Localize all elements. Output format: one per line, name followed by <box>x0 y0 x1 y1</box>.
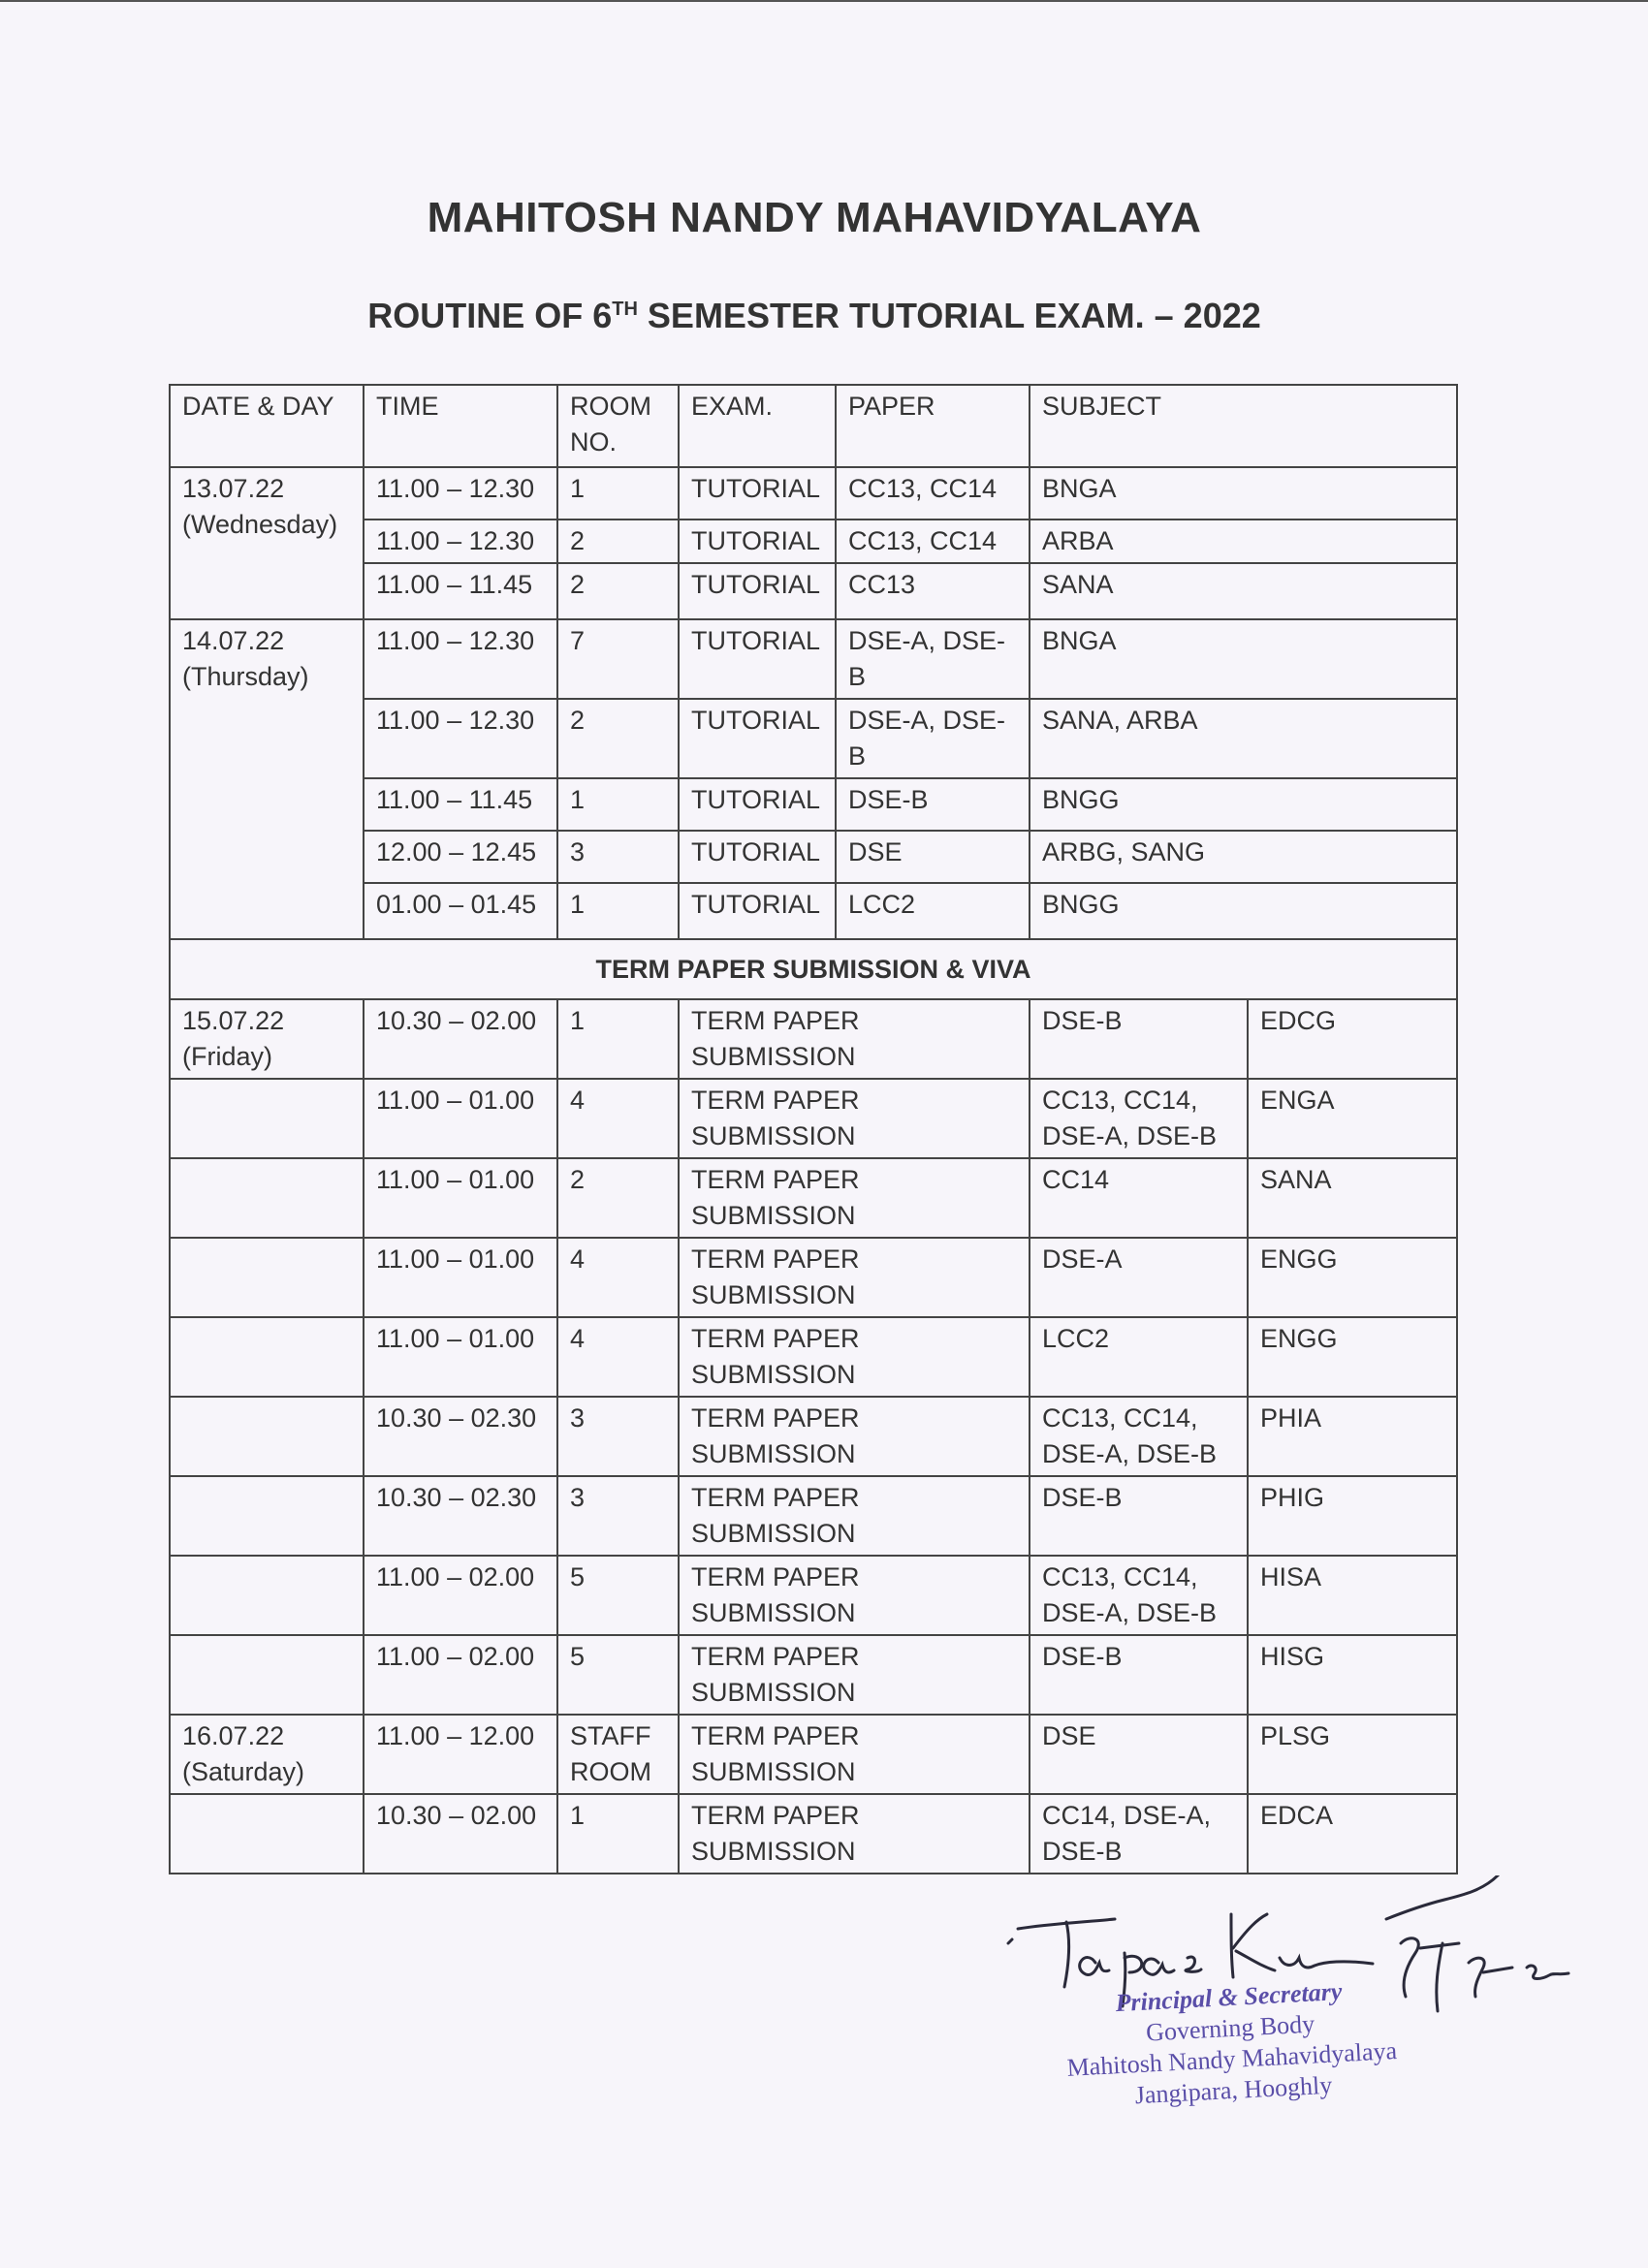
subject-cell: EDCG <box>1248 999 1457 1079</box>
room-cell: 3 <box>557 1397 679 1476</box>
day-text: (Thursday) <box>182 662 309 691</box>
table-row <box>170 619 1457 699</box>
paper-cell: LCC2 <box>836 883 1030 939</box>
exam-cell: TERM PAPER SUBMISSION <box>679 999 1030 1079</box>
day-text: (Friday) <box>182 1042 272 1071</box>
table-row <box>170 1794 1457 1874</box>
room-cell: 2 <box>557 520 679 563</box>
time-cell: 10.30 – 02.00 <box>364 999 557 1079</box>
paper-cell: CC14, DSE-A, DSE-B <box>1030 1794 1248 1874</box>
date-day-cell <box>170 1476 364 1556</box>
room-cell: 1 <box>557 1794 679 1874</box>
time-cell: 10.30 – 02.30 <box>364 1397 557 1476</box>
subject-cell: SANA <box>1030 563 1457 619</box>
subject-cell: HISA <box>1248 1556 1457 1635</box>
exam-cell: TUTORIAL <box>679 699 836 778</box>
room-cell: 4 <box>557 1079 679 1158</box>
exam-cell: TERM PAPER SUBMISSION <box>679 1556 1030 1635</box>
paper-cell: CC13, CC14 <box>836 520 1030 563</box>
table-header-row <box>170 385 1457 467</box>
time-cell: 11.00 – 01.00 <box>364 1079 557 1158</box>
date-day-cell <box>170 999 364 1079</box>
exam-cell: TUTORIAL <box>679 619 836 699</box>
subject-cell: PHIA <box>1248 1397 1457 1476</box>
exam-cell: TERM PAPER SUBMISSION <box>679 1476 1030 1556</box>
subject-cell: BNGA <box>1030 619 1457 699</box>
table-row <box>170 1079 1457 1158</box>
routine-table <box>169 384 1458 1874</box>
paper-cell: DSE <box>836 831 1030 883</box>
time-cell: 11.00 – 01.00 <box>364 1158 557 1238</box>
room-cell: 1 <box>557 778 679 831</box>
time-cell: 11.00 – 11.45 <box>364 563 557 619</box>
stamp-college: Mahitosh Nandy Mahavidyalaya <box>1065 2036 1398 2082</box>
time-cell: 10.30 – 02.00 <box>364 1794 557 1874</box>
room-cell: 2 <box>557 1158 679 1238</box>
paper-cell: DSE-B <box>1030 1635 1248 1715</box>
official-stamp <box>1034 1972 1428 2117</box>
time-cell: 11.00 – 12.30 <box>364 699 557 778</box>
time-cell: 11.00 – 02.00 <box>364 1635 557 1715</box>
header-subject: SUBJECT <box>1030 385 1457 467</box>
subject-cell: SANA <box>1248 1158 1457 1238</box>
table-row <box>170 1158 1457 1238</box>
exam-cell: TERM PAPER SUBMISSION <box>679 1158 1030 1238</box>
routine-title: ROUTINE OF 6TH SEMESTER TUTORIAL EXAM. – 2022 <box>367 296 1261 335</box>
paper-cell: DSE-B <box>836 778 1030 831</box>
day-text: (Saturday) <box>182 1757 305 1786</box>
table-row <box>170 563 1457 619</box>
section-heading-row <box>170 939 1457 999</box>
exam-cell: TUTORIAL <box>679 883 836 939</box>
paper-cell: CC14 <box>1030 1158 1248 1238</box>
room-cell: 3 <box>557 1476 679 1556</box>
subject-cell: ENGG <box>1248 1238 1457 1317</box>
subject-cell: BNGG <box>1030 883 1457 939</box>
subject-cell: BNGA <box>1030 467 1457 520</box>
header-room-no: ROOM NO. <box>557 385 679 467</box>
section-heading: TERM PAPER SUBMISSION & VIVA <box>170 939 1457 999</box>
date-day-cell <box>170 1317 364 1397</box>
date-day-cell <box>170 467 364 619</box>
room-cell: 4 <box>557 1238 679 1317</box>
table-row <box>170 1715 1457 1794</box>
subject-cell: ENGA <box>1248 1079 1457 1158</box>
exam-cell: TERM PAPER SUBMISSION <box>679 1715 1030 1794</box>
time-cell: 12.00 – 12.45 <box>364 831 557 883</box>
header-paper: PAPER <box>836 385 1030 467</box>
subject-cell: ENGG <box>1248 1317 1457 1397</box>
header-time: TIME <box>364 385 557 467</box>
exam-cell: TERM PAPER SUBMISSION <box>679 1317 1030 1397</box>
date-text: 15.07.22 <box>182 1006 285 1035</box>
exam-cell: TUTORIAL <box>679 831 836 883</box>
paper-cell: LCC2 <box>1030 1317 1248 1397</box>
table-row <box>170 520 1457 563</box>
room-cell: 5 <box>557 1556 679 1635</box>
subject-cell: ARBG, SANG <box>1030 831 1457 883</box>
table-row <box>170 1238 1457 1317</box>
exam-cell: TERM PAPER SUBMISSION <box>679 1238 1030 1317</box>
stamp-title: Principal & Secretary <box>1114 1976 1344 2018</box>
exam-cell: TERM PAPER SUBMISSION <box>679 1794 1030 1874</box>
paper-cell: CC13, CC14, DSE-A, DSE-B <box>1030 1397 1248 1476</box>
time-cell: 11.00 – 12.00 <box>364 1715 557 1794</box>
time-cell: 11.00 – 12.30 <box>364 619 557 699</box>
subject-cell: EDCA <box>1248 1794 1457 1874</box>
paper-cell: DSE-B <box>1030 1476 1248 1556</box>
table-row <box>170 883 1457 939</box>
exam-cell: TUTORIAL <box>679 467 836 520</box>
room-cell: 1 <box>557 999 679 1079</box>
subject-cell: PHIG <box>1248 1476 1457 1556</box>
room-cell: 4 <box>557 1317 679 1397</box>
paper-cell: DSE-A, DSE-B <box>836 699 1030 778</box>
date-day-cell <box>170 1079 364 1158</box>
paper-cell: CC13, CC14 <box>836 467 1030 520</box>
time-cell: 01.00 – 01.45 <box>364 883 557 939</box>
time-cell: 11.00 – 12.30 <box>364 520 557 563</box>
paper-cell: DSE-A <box>1030 1238 1248 1317</box>
paper-cell: DSE-A, DSE-B <box>836 619 1030 699</box>
date-day-cell <box>170 1238 364 1317</box>
header-date-day: DATE & DAY <box>170 385 364 467</box>
room-cell: 5 <box>557 1635 679 1715</box>
table-row <box>170 831 1457 883</box>
date-text: 16.07.22 <box>182 1721 285 1750</box>
date-text: 13.07.22 <box>182 474 285 503</box>
stamp-place: Jangipara, Hooghly <box>1134 2070 1333 2110</box>
table-row <box>170 699 1457 778</box>
date-day-cell <box>170 1635 364 1715</box>
table-row <box>170 1397 1457 1476</box>
top-border-line <box>0 0 1648 2</box>
stamp-body: Governing Body <box>1145 2009 1315 2047</box>
paper-cell: CC13, CC14, DSE-A, DSE-B <box>1030 1556 1248 1635</box>
room-cell: 1 <box>557 467 679 520</box>
subject-cell: SANA, ARBA <box>1030 699 1457 778</box>
table-row <box>170 1556 1457 1635</box>
date-day-cell <box>170 1794 364 1874</box>
date-day-cell <box>170 1397 364 1476</box>
exam-cell: TUTORIAL <box>679 778 836 831</box>
room-cell: 1 <box>557 883 679 939</box>
room-cell: 7 <box>557 619 679 699</box>
room-cell: STAFF ROOM <box>557 1715 679 1794</box>
room-cell: 2 <box>557 563 679 619</box>
date-day-cell <box>170 1158 364 1238</box>
subject-cell: PLSG <box>1248 1715 1457 1794</box>
subject-cell: BNGG <box>1030 778 1457 831</box>
paper-cell: CC13 <box>836 563 1030 619</box>
date-text: 14.07.22 <box>182 626 285 655</box>
exam-cell: TERM PAPER SUBMISSION <box>679 1635 1030 1715</box>
header-exam: EXAM. <box>679 385 836 467</box>
college-name: MAHITOSH NANDY MAHAVIDYALAYA <box>427 194 1202 241</box>
date-day-cell <box>170 1715 364 1794</box>
day-text: (Wednesday) <box>182 510 338 539</box>
exam-cell: TUTORIAL <box>679 520 836 563</box>
time-cell: 11.00 – 11.45 <box>364 778 557 831</box>
table-row <box>170 467 1457 520</box>
subject-cell: ARBA <box>1030 520 1457 563</box>
room-cell: 3 <box>557 831 679 883</box>
exam-cell: TERM PAPER SUBMISSION <box>679 1397 1030 1476</box>
subject-cell: HISG <box>1248 1635 1457 1715</box>
table-row <box>170 1476 1457 1556</box>
time-cell: 11.00 – 01.00 <box>364 1317 557 1397</box>
table-row <box>170 999 1457 1079</box>
time-cell: 11.00 – 02.00 <box>364 1556 557 1635</box>
date-day-cell <box>170 1556 364 1635</box>
time-cell: 11.00 – 12.30 <box>364 467 557 520</box>
room-cell: 2 <box>557 699 679 778</box>
paper-cell: CC13, CC14, DSE-A, DSE-B <box>1030 1079 1248 1158</box>
table-row <box>170 778 1457 831</box>
paper-cell: DSE <box>1030 1715 1248 1794</box>
exam-cell: TERM PAPER SUBMISSION <box>679 1079 1030 1158</box>
time-cell: 11.00 – 01.00 <box>364 1238 557 1317</box>
time-cell: 10.30 – 02.30 <box>364 1476 557 1556</box>
table-row <box>170 1317 1457 1397</box>
exam-cell: TUTORIAL <box>679 563 836 619</box>
table-row <box>170 1635 1457 1715</box>
paper-cell: DSE-B <box>1030 999 1248 1079</box>
date-day-cell <box>170 619 364 939</box>
